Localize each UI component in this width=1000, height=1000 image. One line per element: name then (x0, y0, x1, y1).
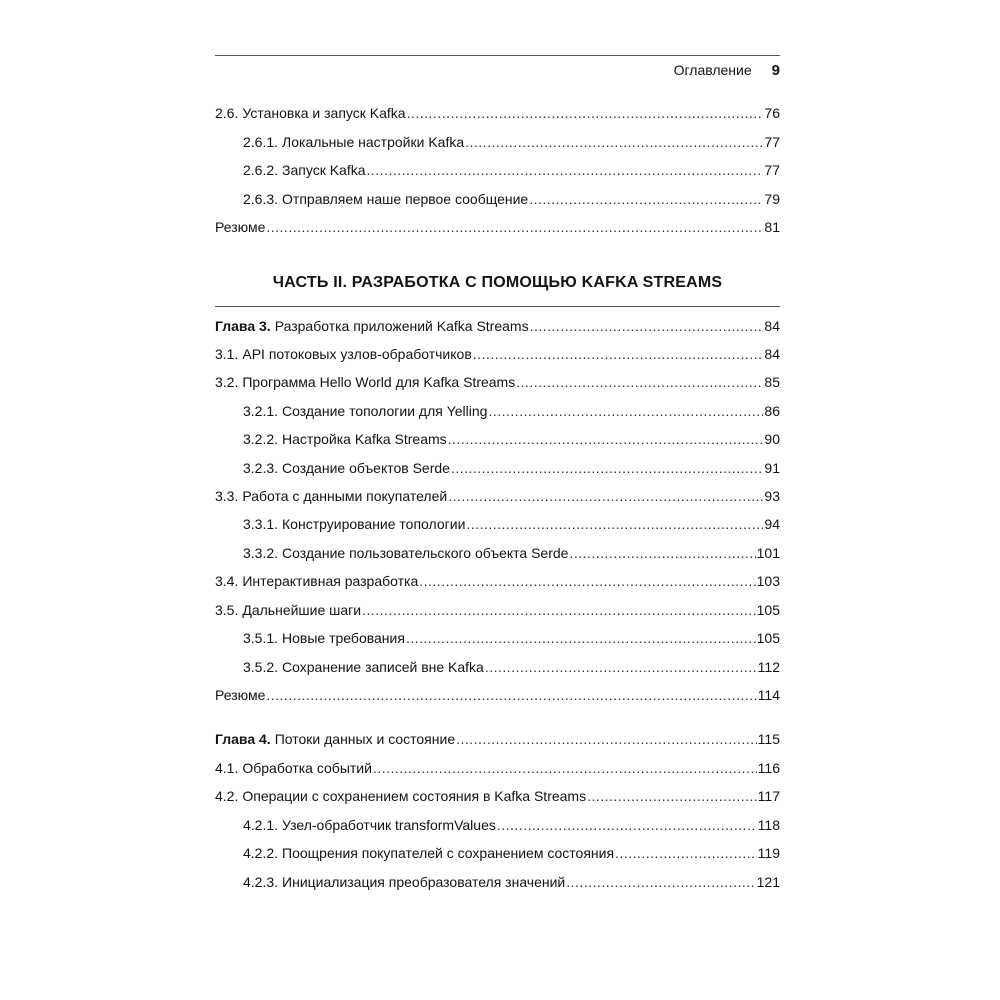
toc-entry[interactable] (215, 601, 780, 619)
dot-leader (448, 430, 764, 448)
dot-leader (406, 629, 756, 647)
toc-entry[interactable] (243, 844, 780, 862)
toc-entry-title: Новые требования (282, 630, 405, 646)
toc-entry-page: 118 (757, 817, 780, 833)
toc-entry[interactable] (243, 133, 780, 151)
toc-entry-title: Поощрения покупателей с сохранением состояния (282, 845, 615, 861)
toc-entry[interactable] (215, 218, 780, 236)
toc-entry-page: 117 (757, 788, 780, 804)
toc-entry-title: Резюме (215, 687, 266, 703)
dot-leader (587, 787, 757, 805)
toc-entry-page: 103 (756, 573, 780, 589)
dot-leader (488, 402, 763, 420)
toc-entry[interactable] (215, 487, 780, 505)
chapter-label: Глава 3. (215, 318, 271, 334)
toc-entry-title: Отправляем наше первое сообщение (282, 191, 529, 207)
toc-entry[interactable] (243, 515, 780, 533)
chapter-title: Разработка приложений Kafka Streams (274, 318, 529, 334)
toc-entry-page: 119 (757, 845, 780, 861)
dot-leader (516, 373, 763, 391)
toc-entry-title: Узел-обработчик transformValues (282, 817, 496, 833)
toc-entry-title: Резюме (215, 219, 266, 235)
dot-leader (266, 686, 756, 704)
toc-entry[interactable] (215, 759, 780, 777)
toc-entry[interactable] (243, 430, 780, 448)
toc-entry[interactable] (243, 629, 780, 647)
toc-entry-number: 4.2.3. (243, 874, 279, 890)
toc-entry-number: 3.3. (215, 488, 239, 504)
toc-entry-title: API потоковых узлов-обработчиков (242, 346, 472, 362)
toc-entry-page: 114 (757, 687, 780, 703)
toc-entry-number: 3.3.1. (243, 516, 279, 532)
dot-leader (419, 572, 755, 590)
toc-entry-number: 3.5.2. (243, 659, 279, 675)
toc-entry-title: Обработка событий (242, 760, 372, 776)
toc-entry[interactable] (243, 402, 780, 420)
running-head (674, 61, 780, 80)
toc-entry-number: 3.5.1. (243, 630, 279, 646)
part-title: ЧАСТЬ II. РАЗРАБОТКА С ПОМОЩЬЮ KAFKA STREAMS (272, 274, 723, 291)
dot-leader (407, 104, 764, 122)
dot-leader (569, 544, 755, 562)
toc-entry-number: 2.6.1. (243, 134, 279, 150)
toc-entry[interactable] (215, 787, 780, 805)
toc-entry[interactable] (215, 373, 780, 391)
toc-entry-title: Дальнейшие шаги (242, 602, 362, 618)
toc-entry[interactable] (215, 104, 780, 122)
toc-entry-page: 90 (764, 431, 780, 447)
toc-entry-title: Сохранение записей вне Kafka (282, 659, 484, 675)
toc-entry-page: 77 (764, 162, 780, 178)
dot-leader (362, 601, 756, 619)
dot-leader (373, 759, 757, 777)
toc-entry-number: 2.6.3. (243, 191, 279, 207)
chapter-entry[interactable] (215, 730, 780, 748)
toc-entry-page: 93 (764, 488, 780, 504)
toc-entry-number: 3.3.2. (243, 545, 279, 561)
toc-entry-number: 4.2. (215, 788, 239, 804)
dot-leader (529, 190, 763, 208)
toc-entry-title: Работа с данными покупателей (242, 488, 448, 504)
toc-entry[interactable] (215, 686, 780, 704)
toc-entry-page: 84 (764, 346, 780, 362)
toc-entry-page: 79 (764, 191, 780, 207)
page-number: 9 (771, 62, 780, 79)
toc-entry[interactable] (243, 816, 780, 834)
toc-entry-page: 105 (756, 630, 780, 646)
toc-entry-number: 3.2.1. (243, 403, 279, 419)
header-rule (215, 55, 780, 56)
toc-entry-page: 105 (756, 602, 780, 618)
toc-entry-page: 85 (764, 374, 780, 390)
toc-entry-title: Программа Hello World для Kafka Streams (242, 374, 516, 390)
toc-entry-title: Интерактивная разработка (242, 573, 419, 589)
toc-entry[interactable] (215, 345, 780, 363)
dot-leader (497, 816, 757, 834)
toc-entry-page: 77 (764, 134, 780, 150)
toc-entry[interactable] (243, 658, 780, 676)
running-head-title: Оглавление (673, 62, 752, 78)
toc-entry-number: 3.2.3. (243, 460, 279, 476)
toc-entry-number: 3.2. (215, 374, 239, 390)
toc-entry-number: 2.6.2. (243, 162, 279, 178)
dot-leader (266, 218, 763, 236)
dot-leader (456, 730, 757, 748)
toc-entry-number: 4.1. (215, 760, 239, 776)
toc-entry-page: 81 (764, 219, 780, 235)
toc-entry-number: 4.2.1. (243, 817, 279, 833)
chapter-page: 115 (757, 731, 780, 747)
toc-entry-title: Локальные настройки Kafka (282, 134, 465, 150)
toc-entry-page: 76 (764, 105, 780, 121)
part-rule (215, 306, 780, 307)
toc-entry-page: 121 (756, 874, 780, 890)
dot-leader (448, 487, 763, 505)
dot-leader (451, 459, 763, 477)
toc-entry-number: 2.6. (215, 105, 239, 121)
toc-entry-title: Настройка Kafka Streams (282, 431, 447, 447)
toc-entry-title: Установка и запуск Kafka (242, 105, 406, 121)
toc-entry-title: Создание топологии для Yelling (282, 403, 488, 419)
dot-leader (367, 161, 764, 179)
dot-leader (466, 515, 763, 533)
toc-entry[interactable] (215, 572, 780, 590)
chapter-page: 84 (764, 318, 780, 334)
toc-entry[interactable] (243, 190, 780, 208)
toc-entry-title: Создание пользовательского объекта Serde (282, 545, 569, 561)
chapter-entry[interactable] (215, 317, 780, 335)
dot-leader (530, 317, 764, 335)
dot-leader (465, 133, 763, 151)
dot-leader (473, 345, 764, 363)
toc-entry[interactable] (243, 161, 780, 179)
dot-leader (615, 844, 757, 862)
toc-entry-page: 86 (764, 403, 780, 419)
toc-entry-title: Создание объектов Serde (282, 460, 450, 476)
toc-entry-title: Запуск Kafka (282, 162, 366, 178)
toc-entry-page: 112 (757, 659, 780, 675)
chapter-title: Потоки данных и состояние (274, 731, 456, 747)
chapter-label: Глава 4. (215, 731, 271, 747)
toc-entry-title: Конструирование топологии (282, 516, 466, 532)
toc-entry-page: 101 (756, 545, 780, 561)
toc-entry-page: 91 (764, 460, 780, 476)
dot-leader (485, 658, 757, 676)
toc-entry-number: 3.4. (215, 573, 239, 589)
toc-entry-title: Инициализация преобразователя значений (282, 874, 566, 890)
toc-entry-title: Операции с сохранением состояния в Kafka Streams (242, 788, 587, 804)
toc-entry-number: 3.1. (215, 346, 239, 362)
toc-entry-number: 3.5. (215, 602, 239, 618)
toc-entry-number: 3.2.2. (243, 431, 279, 447)
toc-entry-page: 94 (764, 516, 780, 532)
toc-entry[interactable] (243, 459, 780, 477)
toc-entry-number: 4.2.2. (243, 845, 279, 861)
toc-entry[interactable] (243, 544, 780, 562)
toc-entry-page: 116 (757, 760, 780, 776)
toc-entry[interactable] (243, 873, 780, 891)
dot-leader (566, 873, 755, 891)
